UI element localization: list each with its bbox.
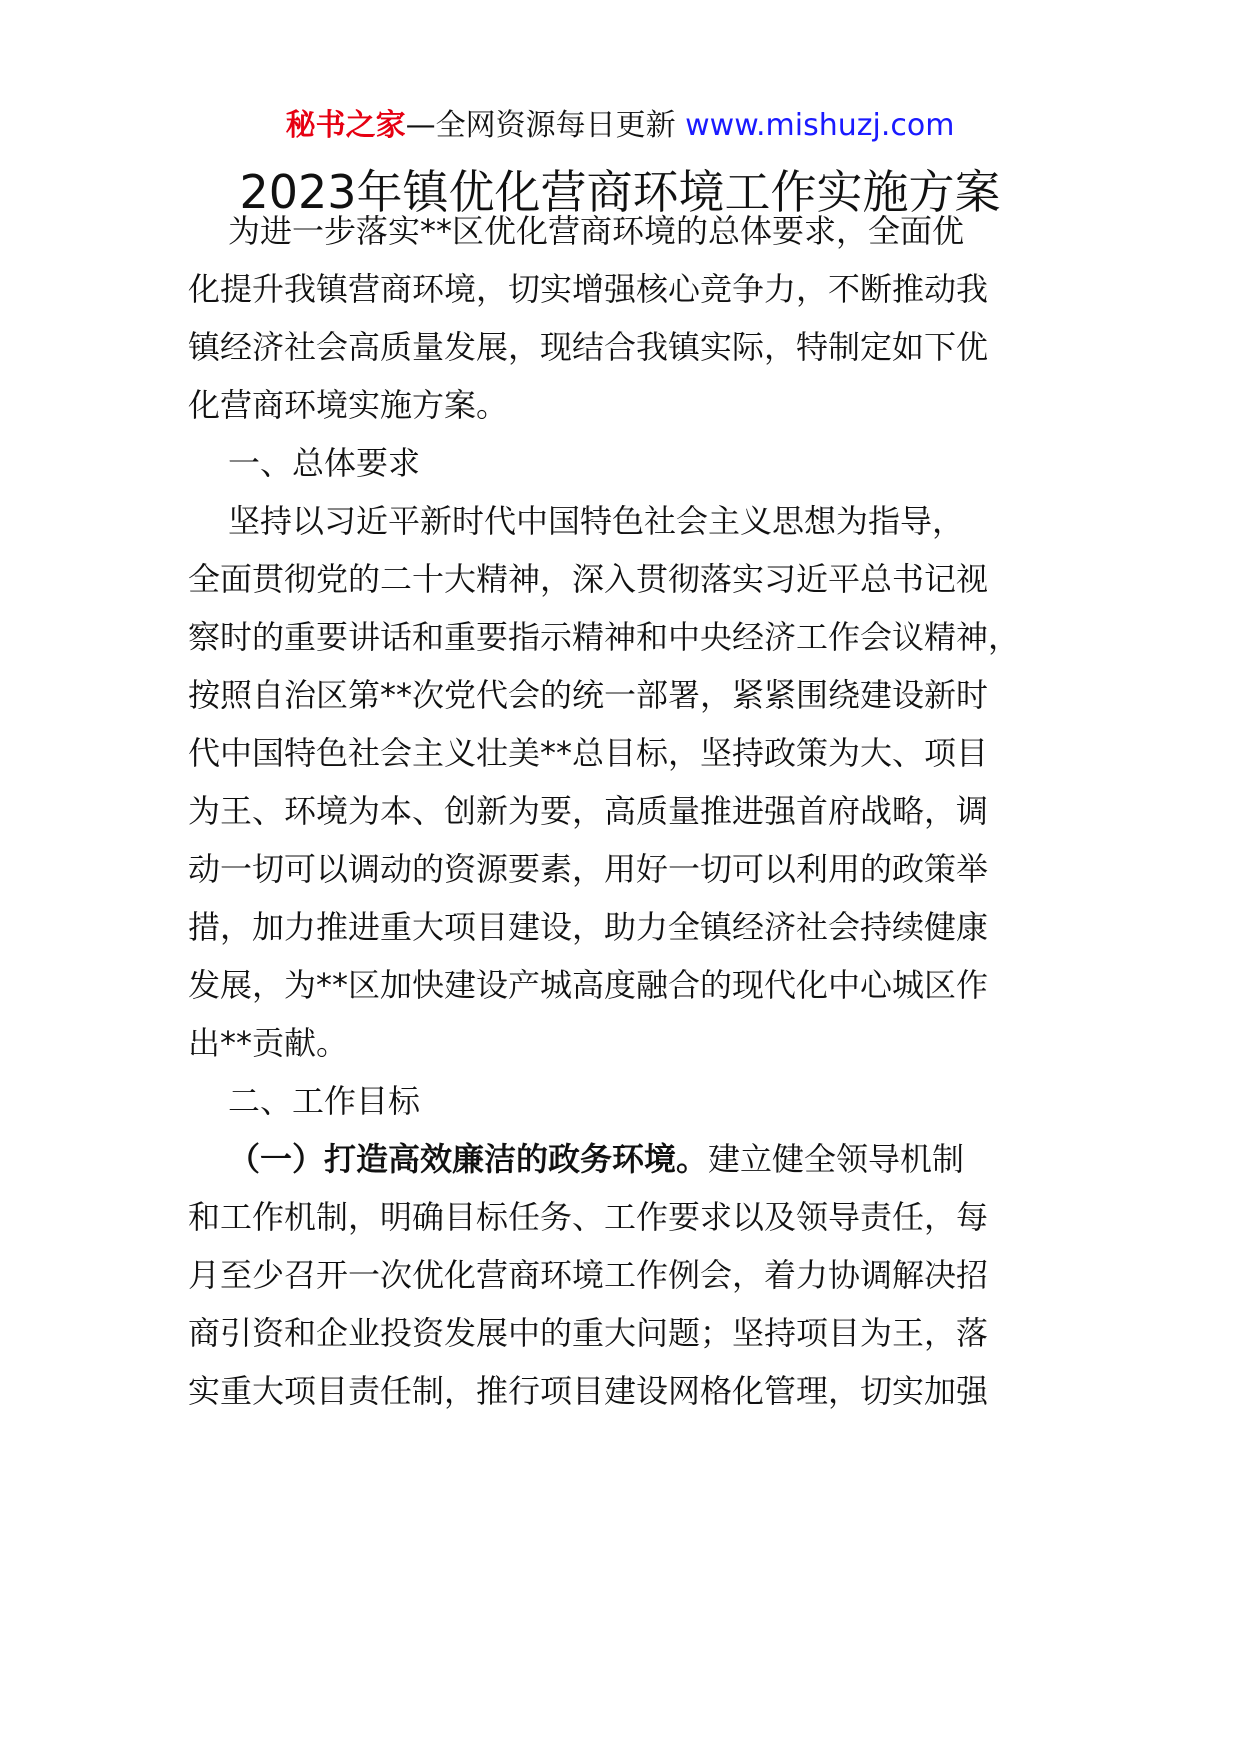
intro-line-1: 为进一步落实**区优化营商环境的总体要求，全面优 — [228, 212, 965, 250]
site-header — [0, 104, 1240, 148]
subsection-title-1: （一）打造高效廉洁的政务环境。 — [228, 1140, 709, 1178]
section1-line-4: 按照自治区第**次党代会的统一部署，紧紧围绕建设新时 — [188, 676, 989, 714]
header-slogan: —全网资源每日更新 — [405, 108, 676, 143]
section-heading-1: 一、总体要求 — [228, 444, 421, 482]
section1-line-10: 出**贡献。 — [188, 1024, 349, 1062]
section1-line-8: 措，加力推进重大项目建设，助力全镇经济社会持续健康 — [188, 908, 989, 946]
section1-line-3: 察时的重要讲话和重要指示精神和中央经济工作会议精神， — [188, 618, 1021, 656]
section1-line-7: 动一切可以调动的资源要素，用好一切可以利用的政策举 — [188, 850, 989, 888]
brand-name: 秘书之家 — [285, 108, 406, 143]
section1-line-5: 代中国特色社会主义壮美**总目标，坚持政策为大、项目 — [188, 734, 989, 772]
intro-line-2: 化提升我镇营商环境，切实增强核心竞争力，不断推动我 — [188, 270, 989, 308]
intro-line-4: 化营商环境实施方案。 — [188, 386, 509, 424]
section-heading-2: 二、工作目标 — [228, 1082, 421, 1120]
section2-line-1 — [228, 1135, 964, 1183]
section2-line-3: 月至少召开一次优化营商环境工作例会，着力协调解决招 — [188, 1256, 989, 1294]
section2-line-2: 和工作机制，明确目标任务、工作要求以及领导责任，每 — [188, 1198, 989, 1236]
section1-line-9: 发展，为**区加快建设产城高度融合的现代化中心城区作 — [188, 966, 989, 1004]
section2-line-4: 商引资和企业投资发展中的重大问题；坚持项目为王，落 — [188, 1314, 989, 1352]
document-title: 2023年镇优化营商环境工作实施方案 — [239, 165, 1001, 219]
site-url-link[interactable]: www.mishuzj.com — [685, 108, 955, 143]
section1-line-1: 坚持以习近平新时代中国特色社会主义思想为指导， — [228, 502, 965, 540]
subsection-text-1: 建立健全领导机制 — [708, 1140, 965, 1178]
section1-line-6: 为王、环境为本、创新为要，高质量推进强首府战略，调 — [188, 792, 989, 830]
section2-line-5: 实重大项目责任制，推行项目建设网格化管理，切实加强 — [188, 1372, 989, 1410]
section1-line-2: 全面贯彻党的二十大精神，深入贯彻落实习近平总书记视 — [188, 560, 989, 598]
intro-line-3: 镇经济社会高质量发展，现结合我镇实际，特制定如下优 — [188, 328, 989, 366]
